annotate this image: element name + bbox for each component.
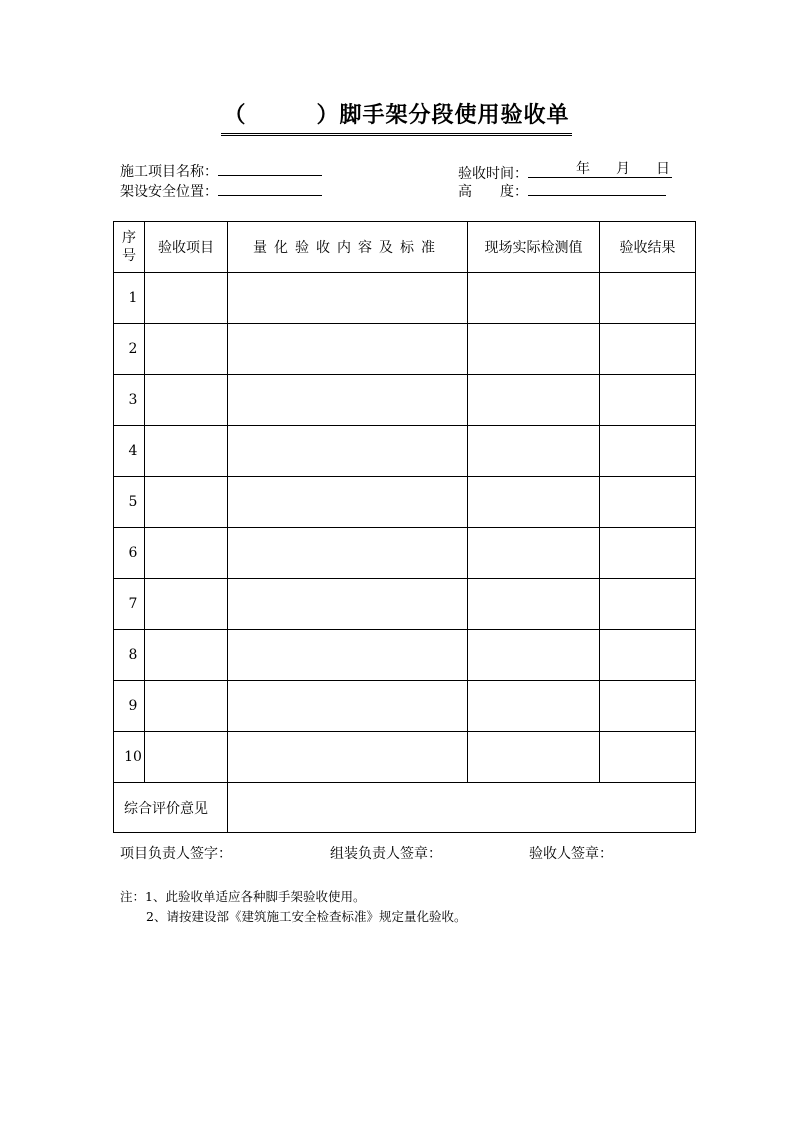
table-row bbox=[114, 732, 696, 783]
result-cell[interactable] bbox=[600, 630, 696, 681]
item-cell[interactable] bbox=[145, 732, 228, 783]
header-seq: 序号 bbox=[114, 222, 145, 273]
acceptance-table bbox=[113, 221, 696, 833]
inspector-signature[interactable]: 验收人签章： bbox=[529, 846, 613, 862]
height-field[interactable] bbox=[528, 181, 666, 196]
content-cell[interactable] bbox=[228, 528, 468, 579]
row-number: 7 bbox=[114, 579, 145, 630]
table-row bbox=[114, 681, 696, 732]
project-name-label: 施工项目名称： bbox=[120, 164, 218, 180]
content-cell[interactable] bbox=[228, 273, 468, 324]
table-row bbox=[114, 375, 696, 426]
date-field[interactable] bbox=[528, 161, 672, 178]
content-cell[interactable] bbox=[228, 630, 468, 681]
result-cell[interactable] bbox=[600, 681, 696, 732]
date-day-label: 日 bbox=[656, 161, 670, 177]
location-field[interactable] bbox=[218, 181, 322, 196]
measure-cell[interactable] bbox=[468, 579, 600, 630]
measure-cell[interactable] bbox=[468, 324, 600, 375]
project-lead-signature[interactable]: 项目负责人签字： bbox=[120, 846, 232, 862]
table-row bbox=[114, 579, 696, 630]
content-cell[interactable] bbox=[228, 375, 468, 426]
content-cell[interactable] bbox=[228, 477, 468, 528]
header-content: 量化验收内容及标准 bbox=[228, 222, 468, 273]
note-line-2: 2、请按建设部《建筑施工安全检查标准》规定量化验收。 bbox=[146, 909, 467, 924]
measure-cell[interactable] bbox=[468, 426, 600, 477]
form-title bbox=[221, 100, 571, 136]
result-cell[interactable] bbox=[600, 528, 696, 579]
item-cell[interactable] bbox=[145, 273, 228, 324]
height-label: 高 度： bbox=[458, 184, 528, 200]
table-header-row bbox=[114, 222, 696, 273]
result-cell[interactable] bbox=[600, 273, 696, 324]
location-label: 架设安全位置： bbox=[120, 184, 218, 200]
table-row bbox=[114, 426, 696, 477]
form-title-wrap bbox=[0, 100, 793, 136]
height-row bbox=[458, 181, 666, 201]
item-cell[interactable] bbox=[145, 477, 228, 528]
content-cell[interactable] bbox=[228, 426, 468, 477]
header-measure: 现场实际检测值 bbox=[468, 222, 600, 273]
measure-cell[interactable] bbox=[468, 477, 600, 528]
measure-cell[interactable] bbox=[468, 681, 600, 732]
item-cell[interactable] bbox=[145, 681, 228, 732]
table-row bbox=[114, 324, 696, 375]
assembly-lead-signature[interactable]: 组装负责人签章： bbox=[330, 846, 442, 862]
item-cell[interactable] bbox=[145, 426, 228, 477]
note-line-1: 注：1、此验收单适应各种脚手架验收使用。 bbox=[120, 889, 366, 904]
date-year-label: 年 bbox=[576, 161, 590, 177]
content-cell[interactable] bbox=[228, 579, 468, 630]
measure-cell[interactable] bbox=[468, 630, 600, 681]
table-row bbox=[114, 273, 696, 324]
content-cell[interactable] bbox=[228, 324, 468, 375]
measure-cell[interactable] bbox=[468, 528, 600, 579]
result-cell[interactable] bbox=[600, 477, 696, 528]
table-row bbox=[114, 477, 696, 528]
content-cell[interactable] bbox=[228, 732, 468, 783]
project-name-field[interactable] bbox=[218, 161, 322, 176]
row-number: 3 bbox=[114, 375, 145, 426]
item-cell[interactable] bbox=[145, 579, 228, 630]
result-cell[interactable] bbox=[600, 426, 696, 477]
row-number: 4 bbox=[114, 426, 145, 477]
item-cell[interactable] bbox=[145, 528, 228, 579]
item-cell[interactable] bbox=[145, 324, 228, 375]
result-cell[interactable] bbox=[600, 732, 696, 783]
row-number: 10 bbox=[114, 732, 145, 783]
summary-row bbox=[114, 783, 696, 833]
result-cell[interactable] bbox=[600, 579, 696, 630]
summary-cell[interactable] bbox=[228, 783, 696, 833]
item-cell[interactable] bbox=[145, 630, 228, 681]
header-item: 验收项目 bbox=[145, 222, 228, 273]
location-row bbox=[120, 181, 322, 201]
measure-cell[interactable] bbox=[468, 375, 600, 426]
content-cell[interactable] bbox=[228, 681, 468, 732]
table-row bbox=[114, 528, 696, 579]
summary-label: 综合评价意见 bbox=[114, 783, 228, 833]
title-open-paren: （ bbox=[223, 102, 247, 128]
row-number: 5 bbox=[114, 477, 145, 528]
row-number: 2 bbox=[114, 324, 145, 375]
project-name-row bbox=[120, 161, 322, 181]
row-number: 6 bbox=[114, 528, 145, 579]
measure-cell[interactable] bbox=[468, 732, 600, 783]
result-cell[interactable] bbox=[600, 324, 696, 375]
result-cell[interactable] bbox=[600, 375, 696, 426]
date-month-label: 月 bbox=[616, 161, 630, 177]
title-text: ）脚手架分段使用验收单 bbox=[316, 102, 570, 128]
header-result: 验收结果 bbox=[600, 222, 696, 273]
item-cell[interactable] bbox=[145, 375, 228, 426]
date-label: 验收时间： bbox=[458, 166, 528, 182]
row-number: 1 bbox=[114, 273, 145, 324]
row-number: 9 bbox=[114, 681, 145, 732]
row-number: 8 bbox=[114, 630, 145, 681]
table-row bbox=[114, 630, 696, 681]
measure-cell[interactable] bbox=[468, 273, 600, 324]
date-row bbox=[458, 161, 672, 183]
